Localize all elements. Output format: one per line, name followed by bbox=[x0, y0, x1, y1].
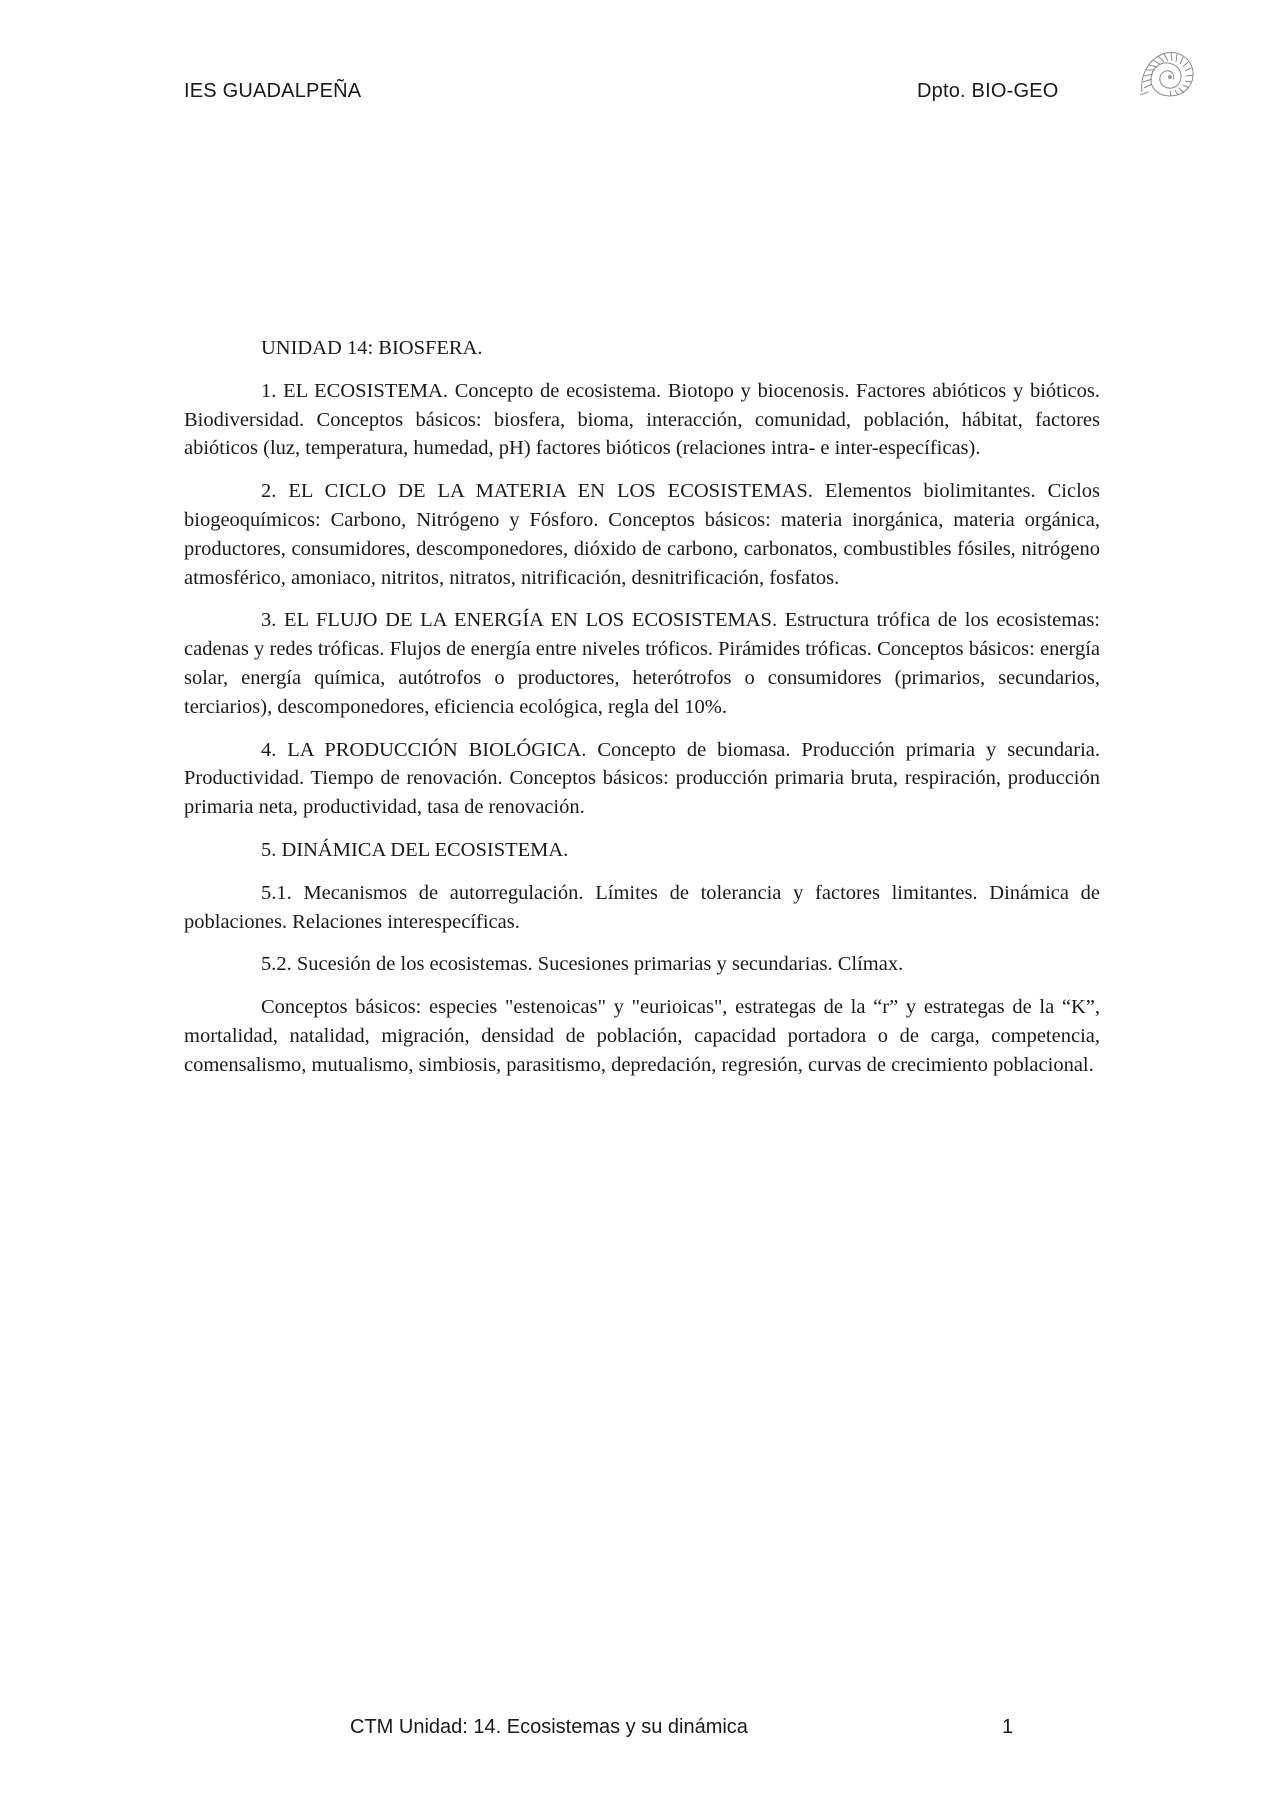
document-body bbox=[184, 334, 1100, 1094]
section-ciclo-materia: 2. EL CICLO DE LA MATERIA EN LOS ECOSISTEMAS. Elementos biolimitantes. Ciclos biogeoquímicos: Carbono, Nitrógeno y Fósforo. Conceptos básicos: materia inorgánica, materia orgánica, productores, consumidores, descomponedores, dióxido de carbono, carbonatos, combustibles fósiles, nitrógeno atmosférico, amoniaco, nitritos, nitratos, nitrificación, desnitrificación, fosfatos. bbox=[184, 480, 1100, 589]
ammonite-shell-icon bbox=[1138, 48, 1196, 100]
subsection-autorregulacion: 5.1. Mecanismos de autorregulación. Límites de tolerancia y factores limitantes. Dinámica de poblaciones. Relaciones interespecíficas. bbox=[184, 881, 1100, 933]
section-ecosistema: 1. EL ECOSISTEMA. Concepto de ecosistema. Biotopo y biocenosis. Factores abióticos y bióticos. Biodiversidad. Conceptos básicos: biosfera, bioma, interacción, comunidad, población, hábitat, factores abióticos (luz, temperatura, humedad, pH) factores bióticos (relaciones intra- e inter-específicas). bbox=[184, 379, 1100, 460]
section-dinamica-ecosistema: 5. DINÁMICA DEL ECOSISTEMA. bbox=[261, 838, 569, 861]
unit-title: UNIDAD 14: BIOSFERA. bbox=[261, 337, 483, 359]
basic-concepts-paragraph: Conceptos básicos: especies "estenoicas" y "eurioicas", estrategas de la “r” y estrategas de la “K”, mortalidad, natalidad, migración, densidad de población, capacidad portadora o de carga, competencia, comensalismo, mutualismo, simbiosis, parasitismo, depredación, regresión, curvas de crecimiento poblacional. bbox=[184, 996, 1100, 1076]
section-produccion-biologica: 4. LA PRODUCCIÓN BIOLÓGICA. Concepto de biomasa. Producción primaria y secundaria. Productividad. Tiempo de renovación. Conceptos básicos: producción primaria bruta, respiración, producción primaria neta, productividad, tasa de renovación. bbox=[184, 738, 1100, 819]
header-school-name: IES GUADALPEÑA bbox=[184, 80, 362, 102]
section-flujo-energia: 3. EL FLUJO DE LA ENERGÍA EN LOS ECOSISTEMAS. Estructura trófica de los ecosistemas: cadenas y redes tróficas. Flujos de energía entre niveles tróficos. Pirámides tróficas. Conceptos básicos: energía solar, energía química, autótrofos o productores, heterótrofos o consumidores (primarios, secundarios, terciarios), descomponedores, eficiencia ecológica, regla del 10%. bbox=[184, 609, 1100, 718]
page-number: 1 bbox=[1002, 1716, 1014, 1738]
subsection-sucesion: 5.2. Sucesión de los ecosistemas. Sucesiones primarias y secundarias. Clímax. bbox=[261, 953, 904, 976]
footer-title: CTM Unidad: 14. Ecosistemas y su dinámica bbox=[350, 1716, 748, 1738]
header-department: Dpto. BIO-GEO bbox=[917, 80, 1059, 102]
